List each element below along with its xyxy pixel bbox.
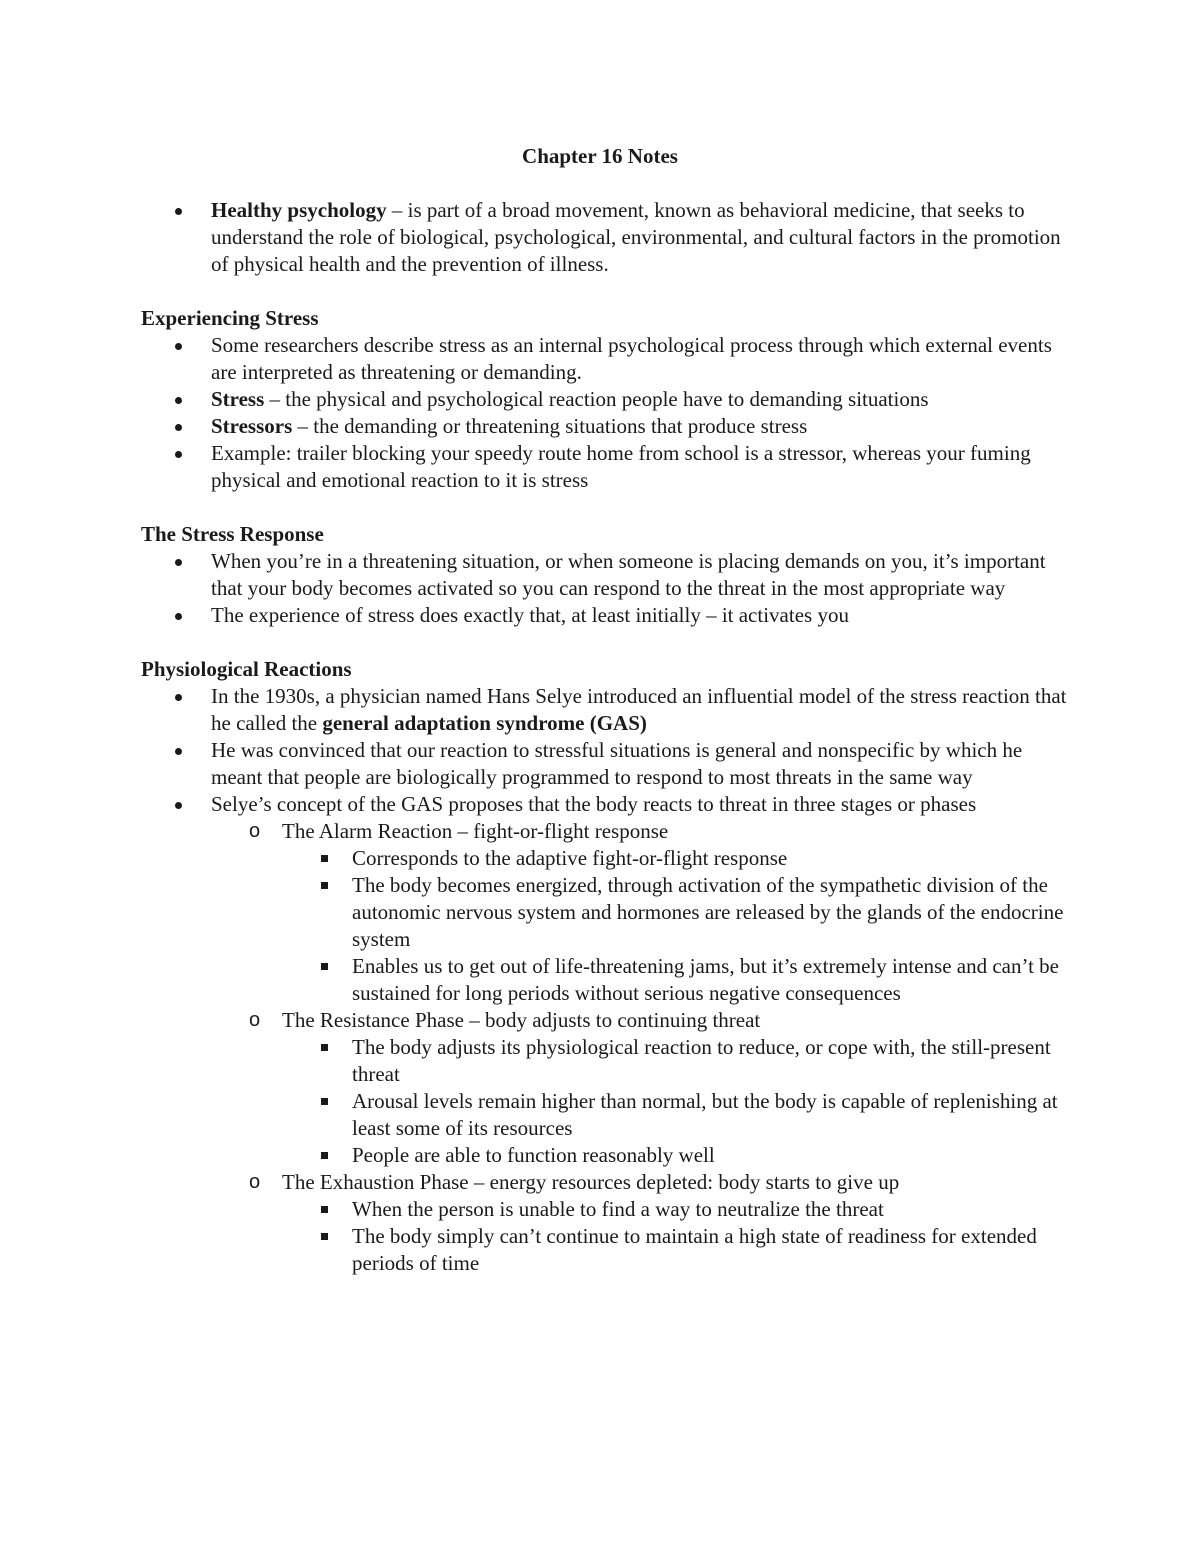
bullet-icon xyxy=(175,802,182,809)
list-item-text: Selye’s concept of the GAS proposes that the body reacts to threat in three stages or phases xyxy=(211,792,977,816)
circle-bullet-icon: o xyxy=(249,1009,261,1031)
list-item xyxy=(141,386,1071,413)
square-bullet-icon xyxy=(321,882,328,889)
square-bullet-icon xyxy=(321,1044,328,1051)
list-item-text: The body adjusts its physiological reaction to reduce, or cope with, the still-present threat xyxy=(352,1035,1051,1086)
list-item-text: People are able to function reasonably well xyxy=(352,1143,715,1167)
list-item xyxy=(141,953,1071,1007)
circle-bullet-icon: o xyxy=(249,820,261,842)
bullet-icon xyxy=(175,451,182,458)
section-heading-stress-response: The Stress Response xyxy=(141,522,324,546)
list-item xyxy=(141,332,1071,386)
square-bullet-icon xyxy=(321,963,328,970)
bullet-icon xyxy=(175,343,182,350)
bullet-icon xyxy=(175,694,182,701)
list-item-text: When you’re in a threatening situation, or when someone is placing demands on you, it’s important that your body becomes activated so you can respond to the threat in the most appropriate way xyxy=(211,549,1046,600)
experiencing-stress-list xyxy=(141,332,1071,494)
bullet-icon xyxy=(175,748,182,755)
square-bullet-icon xyxy=(321,1206,328,1213)
square-bullet-icon xyxy=(321,855,328,862)
intro-list xyxy=(141,197,1071,278)
stage-exhaustion-phase xyxy=(141,1169,1071,1196)
list-item xyxy=(141,413,1071,440)
list-item xyxy=(141,872,1071,953)
list-item xyxy=(141,1223,1071,1277)
term-stress: Stress xyxy=(211,387,265,411)
list-item xyxy=(141,683,1071,737)
stage-label: The Alarm Reaction – fight-or-flight response xyxy=(282,819,669,843)
list-item xyxy=(141,1196,1071,1223)
physiological-reactions-list xyxy=(141,683,1071,1277)
term-healthy-psychology: Healthy psychology xyxy=(211,198,387,222)
list-item-text: The experience of stress does exactly that, at least initially – it activates you xyxy=(211,603,849,627)
section-heading-experiencing-stress: Experiencing Stress xyxy=(141,306,319,330)
list-item-text: Some researchers describe stress as an internal psychological process through which external events are interpreted as threatening or demanding. xyxy=(211,333,1052,384)
stage-label: The Exhaustion Phase – energy resources depleted: body starts to give up xyxy=(282,1170,900,1194)
stage-alarm-reaction xyxy=(141,818,1071,845)
square-bullet-icon xyxy=(321,1152,328,1159)
bullet-icon xyxy=(175,397,182,404)
list-item xyxy=(141,602,1071,629)
definition-text: – the demanding or threatening situations that produce stress xyxy=(292,414,808,438)
list-item xyxy=(141,791,1071,818)
list-item-text: The body becomes energized, through activation of the sympathetic division of the autonomic nervous system and hormones are released by the glands of the endocrine system xyxy=(352,873,1064,951)
list-item-text: The body simply can’t continue to maintain a high state of readiness for extended periods of time xyxy=(352,1224,1037,1275)
stress-response-list xyxy=(141,548,1071,629)
stage-resistance-phase xyxy=(141,1007,1071,1034)
term-stressors: Stressors xyxy=(211,414,293,438)
stage-label: The Resistance Phase – body adjusts to continuing threat xyxy=(282,1008,761,1032)
bullet-icon xyxy=(175,559,182,566)
list-item xyxy=(141,1088,1071,1142)
section-heading-physiological-reactions: Physiological Reactions xyxy=(141,657,352,681)
definition-text: – the physical and psychological reaction people have to demanding situations xyxy=(264,387,929,411)
bullet-icon xyxy=(175,208,182,215)
list-item-text: When the person is unable to find a way to neutralize the threat xyxy=(352,1197,884,1221)
bullet-icon xyxy=(175,613,182,620)
square-bullet-icon xyxy=(321,1098,328,1105)
list-item xyxy=(141,737,1071,791)
list-item-text: Example: trailer blocking your speedy route home from school is a stressor, whereas your fuming physical and emotional reaction to it is stress xyxy=(211,441,1031,492)
document-body xyxy=(141,197,1071,1277)
list-item xyxy=(141,440,1071,494)
list-item xyxy=(141,197,1071,278)
list-item xyxy=(141,845,1071,872)
definition-text: – is part of a broad movement, known as behavioral medicine, that seeks to understand the role of biological, psychological, environmental, and cultural factors in the promotion of physical health and the prevention of illness. xyxy=(211,198,1061,276)
list-item xyxy=(141,1034,1071,1088)
list-item-text: Corresponds to the adaptive fight-or-flight response xyxy=(352,846,788,870)
page-title: Chapter 16 Notes xyxy=(522,144,678,168)
square-bullet-icon xyxy=(321,1233,328,1240)
list-item-text: He was convinced that our reaction to stressful situations is general and nonspecific by which he meant that people are biologically programmed to respond to most threats in the same way xyxy=(211,738,1023,789)
list-item-text: In the 1930s, a physician named Hans Selye introduced an influential model of the stress reaction that he called the xyxy=(211,684,1067,735)
list-item-text: Enables us to get out of life-threatening jams, but it’s extremely intense and can’t be sustained for long periods without serious negative consequences xyxy=(352,954,1059,1005)
bullet-icon xyxy=(175,424,182,431)
term-gas: general adaptation syndrome (GAS) xyxy=(322,711,647,735)
list-item-text: Arousal levels remain higher than normal, but the body is capable of replenishing at least some of its resources xyxy=(352,1089,1058,1140)
list-item xyxy=(141,548,1071,602)
list-item xyxy=(141,1142,1071,1169)
circle-bullet-icon: o xyxy=(249,1171,261,1193)
